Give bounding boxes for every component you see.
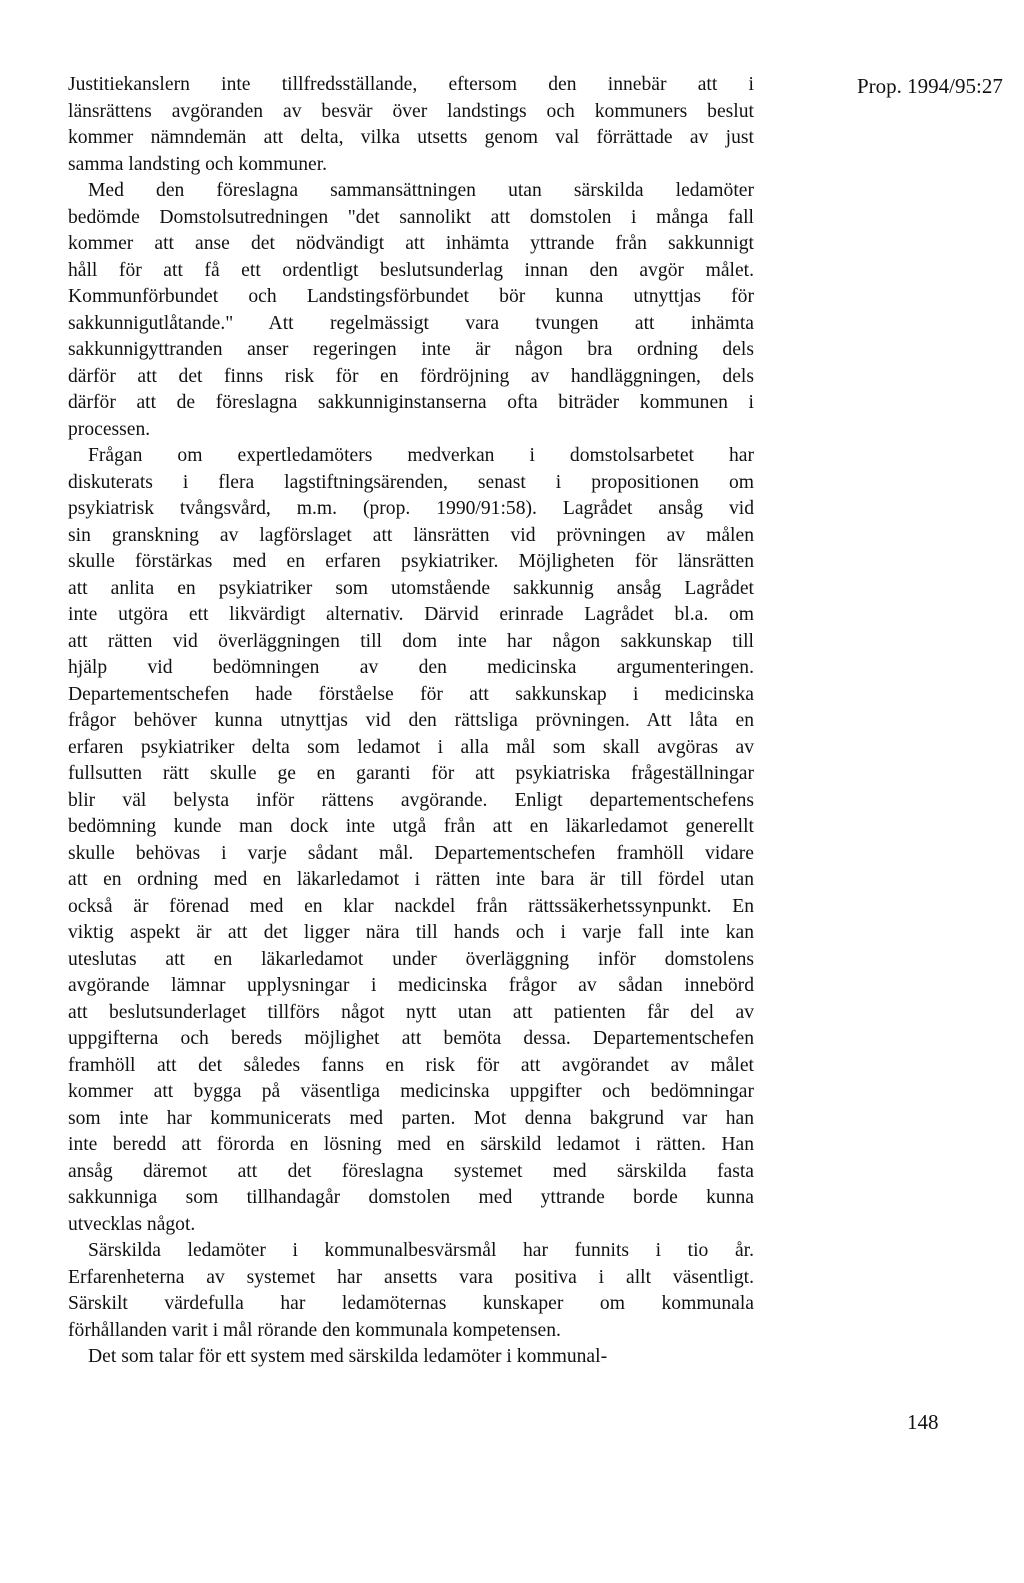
text-line: också är förenad med en klar nackdel från rättssäkerhetssynpunkt. En [68, 895, 754, 917]
body-text [68, 72, 754, 1371]
text-line: ansåg däremot att det föreslagna systemet med särskilda fasta [68, 1160, 754, 1182]
text-line: sin granskning av lagförslaget att länsrätten vid prövningen av målen [68, 524, 754, 546]
text-line: inte beredd att förorda en lösning med en särskild ledamot i rätten. Han [68, 1134, 754, 1155]
text-line: fullsutten rätt skulle ge en garanti för att psykiatriska frågeställningar [68, 763, 754, 784]
paragraph [68, 72, 754, 178]
paragraph [68, 443, 754, 1238]
paragraph [68, 178, 754, 443]
text-line: därför att de föreslagna sakkunniginstanserna ofta biträder kommunen i [68, 392, 754, 413]
text-line: skulle behövas i varje sådant mål. Departementschefen framhöll vidare [68, 842, 754, 864]
text-line: därför att det finns risk för en fördröjning av handläggningen, dels [68, 365, 754, 387]
text-line: att beslutsunderlaget tillförs något nytt utan att patienten får del av [68, 1001, 754, 1023]
text-line: håll för att få ett ordentligt beslutsunderlag innan den avgör målet. [68, 259, 754, 281]
text-line: frågor behöver kunna utnyttjas vid den rättsliga prövningen. Att låta en [68, 710, 754, 731]
text-line: uteslutas att en läkarledamot under överläggning inför domstolens [68, 948, 754, 970]
text-line: avgörande lämnar upplysningar i medicinska frågor av sådan innebörd [68, 975, 754, 996]
text-line: uppgifterna och bereds möjlighet att bemöta dessa. Departementschefen [68, 1028, 754, 1049]
text-line: processen. [68, 418, 151, 440]
text-line: hjälp vid bedömningen av den medicinska argumenteringen. [68, 657, 754, 678]
page-reference: Prop. 1994/95:27 [857, 74, 1003, 98]
text-line: länsrättens avgöranden av besvär över landstings och kommuners beslut [68, 100, 754, 122]
text-line: Det som talar för ett system med särskilda ledamöter i kommunal- [88, 1346, 608, 1367]
text-line: Justitiekanslern inte tillfredsställande, eftersom den innebär att i [68, 74, 754, 95]
text-line: kommer nämndemän att delta, vilka utsetts genom val förrättade av just [68, 127, 754, 148]
text-line: Kommunförbundet och Landstingsförbundet bör kunna utnyttjas för [68, 286, 754, 307]
paragraph [68, 1344, 754, 1371]
text-line: Särskilda ledamöter i kommunalbesvärsmål har funnits i tio år. [88, 1240, 754, 1261]
page-number: 148 [907, 1410, 939, 1434]
text-line: erfaren psykiatriker delta som ledamot i alla mål som skall avgöras av [68, 736, 754, 758]
text-line: Departementschefen hade förståelse för att sakkunskap i medicinska [68, 683, 754, 705]
text-line: blir väl belysta inför rättens avgörande. Enligt departementschefens [68, 789, 754, 811]
text-line: Frågan om expertledamöters medverkan i domstolsarbetet har [88, 445, 754, 466]
text-line: sakkunnigyttranden anser regeringen inte är någon bra ordning dels [68, 339, 754, 360]
text-line: viktig aspekt är att det ligger nära till hands och i varje fall inte kan [68, 922, 754, 943]
text-line: kommer att bygga på väsentliga medicinska uppgifter och bedömningar [68, 1081, 754, 1102]
text-line: psykiatrisk tvångsvård, m.m. (prop. 1990/91:58). Lagrådet ansåg vid [68, 498, 754, 519]
paragraph [68, 1238, 754, 1344]
text-line: bedömning kunde man dock inte utgå från att en läkarledamot generellt [68, 816, 754, 837]
text-line: att anlita en psykiatriker som utomstående sakkunnig ansåg Lagrådet [68, 577, 754, 599]
text-line: samma landsting och kommuner. [68, 153, 328, 175]
text-line: att en ordning med en läkarledamot i rätten inte bara är till fördel utan [68, 869, 754, 890]
text-line: kommer att anse det nödvändigt att inhämta yttrande från sakkunnigt [68, 233, 754, 254]
text-line: skulle förstärkas med en erfaren psykiatriker. Möjligheten för länsrätten [68, 551, 754, 572]
text-line: sakkunnigutlåtande." Att regelmässigt vara tvungen att inhämta [68, 312, 754, 334]
text-line: framhöll att det således fanns en risk för att avgörandet av målet [68, 1054, 754, 1076]
text-line: diskuterats i flera lagstiftningsärenden, senast i propositionen om [68, 471, 754, 493]
text-line: att rätten vid överläggningen till dom inte har någon sakkunskap till [68, 630, 754, 652]
text-line: bedömde Domstolsutredningen "det sannolikt att domstolen i många fall [68, 206, 754, 228]
text-line: som inte har kommunicerats med parten. Mot denna bakgrund var han [68, 1107, 754, 1129]
text-line: Erfarenheterna av systemet har ansetts vara positiva i allt väsentligt. [68, 1266, 754, 1288]
text-line: inte utgöra ett likvärdigt alternativ. Därvid erinrade Lagrådet bl.a. om [68, 604, 754, 625]
text-line: Särskilt värdefulla har ledamöternas kunskaper om kommunala [68, 1293, 754, 1314]
text-line: utvecklas något. [68, 1213, 196, 1235]
text-line: sakkunniga som tillhandagår domstolen med yttrande borde kunna [68, 1187, 754, 1208]
text-line: förhållanden varit i mål rörande den kommunala kompetensen. [68, 1319, 561, 1341]
text-line: Med den föreslagna sammansättningen utan särskilda ledamöter [88, 180, 754, 201]
